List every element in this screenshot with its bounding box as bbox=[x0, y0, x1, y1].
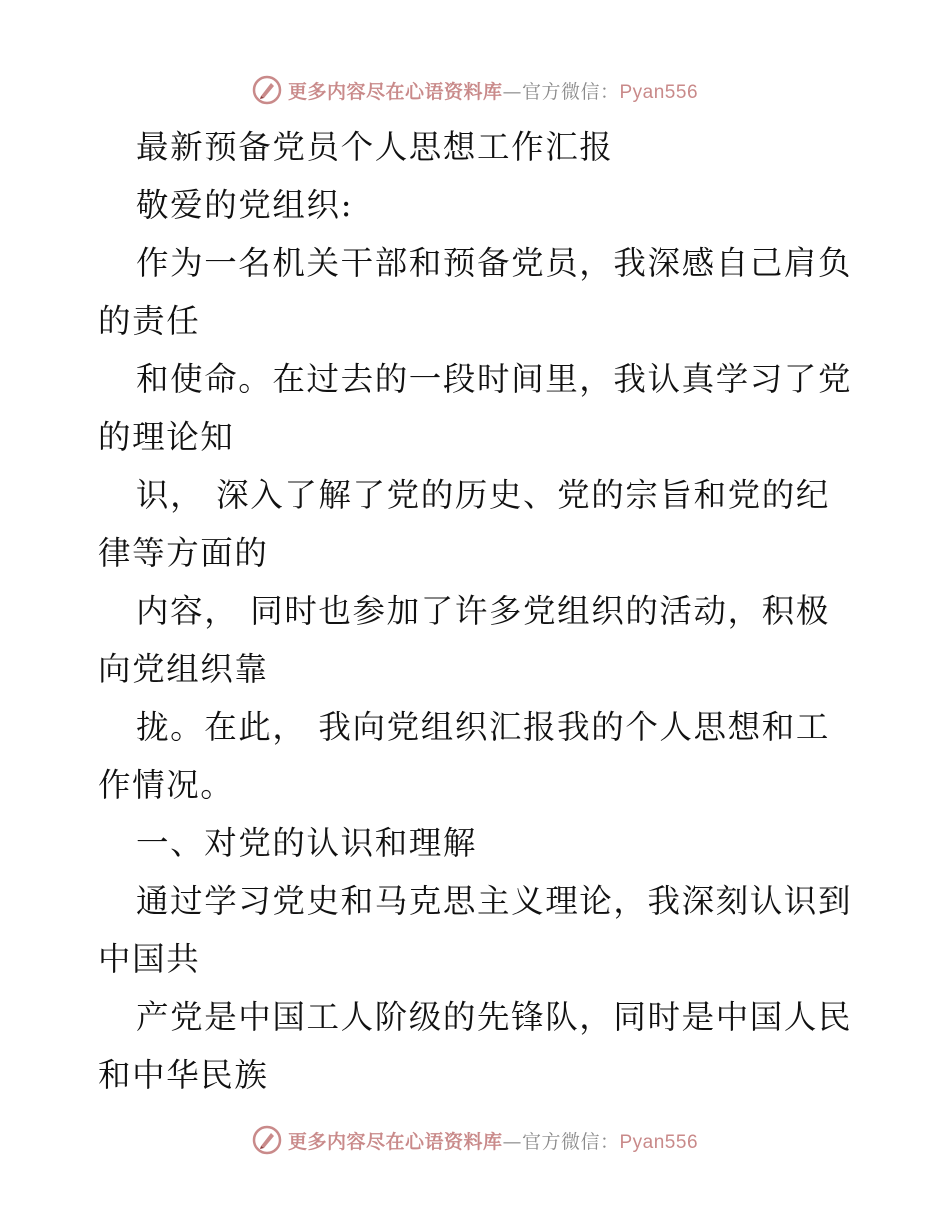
paragraph-line: 通过学习党史和马克思主义理论，我深刻认识到 bbox=[136, 882, 853, 920]
paragraph-line: 向党组织靠 bbox=[98, 650, 269, 688]
watermark-text bbox=[288, 77, 698, 104]
watermark-main: 更多内容尽在心语资料库 bbox=[287, 80, 503, 103]
watermark-text bbox=[288, 1127, 698, 1154]
paragraph-line: 产党是中国工人阶级的先锋队，同时是中国人民 bbox=[136, 998, 853, 1036]
paragraph-line: 拢。在此， 我向党组织汇报我的个人思想和工 bbox=[136, 708, 830, 746]
watermark-official: 官方微信： bbox=[521, 80, 620, 103]
watermark-dash: — bbox=[502, 1130, 522, 1153]
watermark-id: Pyan556 bbox=[619, 81, 699, 103]
paragraph-line: 和使命。在过去的一段时间里，我认真学习了党 bbox=[136, 360, 853, 398]
paragraph-line: 作为一名机关干部和预备党员，我深感自己肩负 bbox=[136, 244, 853, 282]
watermark-official: 官方微信： bbox=[521, 1130, 620, 1153]
watermark-dash: — bbox=[502, 80, 522, 103]
paragraph-line: 内容， 同时也参加了许多党组织的活动，积极 bbox=[136, 592, 830, 630]
watermark-main: 更多内容尽在心语资料库 bbox=[287, 1130, 503, 1153]
paragraph-line: 的理论知 bbox=[98, 418, 235, 456]
section-heading: 一、对党的认识和理解 bbox=[136, 824, 478, 862]
watermark-id: Pyan556 bbox=[619, 1131, 699, 1153]
paragraph-line: 作情况。 bbox=[98, 766, 235, 804]
paragraph-line: 和中华民族 bbox=[98, 1056, 269, 1094]
paragraph-line: 律等方面的 bbox=[98, 534, 269, 572]
salutation: 敬爱的党组织: bbox=[136, 186, 354, 224]
pen-logo-icon bbox=[252, 75, 282, 105]
paragraph-line: 识， 深入了解了党的历史、党的宗旨和党的纪 bbox=[136, 476, 830, 514]
document-body bbox=[98, 118, 858, 1104]
paragraph-line: 中国共 bbox=[98, 940, 201, 978]
pen-logo-icon bbox=[252, 1125, 282, 1155]
footer-watermark bbox=[0, 1122, 950, 1158]
paragraph-line: 的责任 bbox=[98, 302, 201, 340]
document-title: 最新预备党员个人思想工作汇报 bbox=[136, 128, 614, 166]
header-watermark bbox=[0, 72, 950, 108]
